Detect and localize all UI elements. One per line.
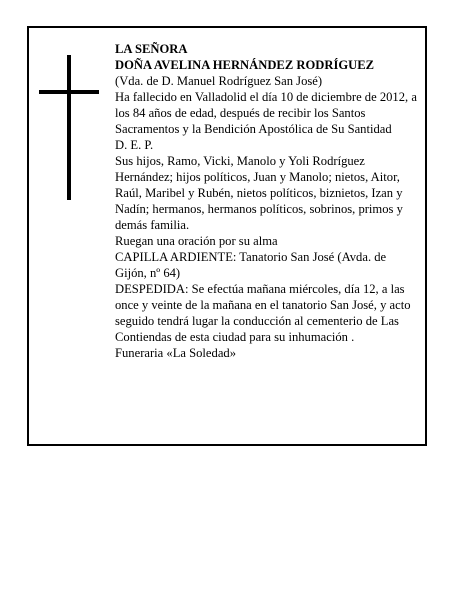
notice-text xyxy=(115,41,421,361)
farewell-details: DESPEDIDA: Se efectúa mañana miércoles, día 12, a las once y veinte de la mañana en el tanatorio San José, y acto seguido tendrá lugar la conducción al cementerio de Las Contiendas de esta ciudad para su inhumación . xyxy=(115,282,411,344)
obituary-notice xyxy=(27,26,427,446)
latin-cross-icon xyxy=(39,55,99,200)
death-announcement: Ha fallecido en Valladolid el día 10 de diciembre de 2012, a los 84 años de edad, después de recibir los Santos Sacramentos y la Bendición Apostólica de Su Santidad xyxy=(115,90,417,136)
rest-in-peace: D. E. P. xyxy=(115,138,154,152)
family-list: Sus hijos, Ramo, Vicki, Manolo y Yoli Rodríguez Hernández; hijos políticos, Juan y Manolo; nietos, Aitor, Raúl, Maribel y Rubén, nietos políticos, biznietos, Izan y Nadín; hermanos, hermanos políticos, sobrinos, primos y demás familia. xyxy=(115,154,403,232)
cross-vertical-bar xyxy=(67,55,71,200)
cross-horizontal-bar xyxy=(39,90,99,94)
notice-title: LA SEÑORA xyxy=(115,42,188,56)
widow-of-line: (Vda. de D. Manuel Rodríguez San José) xyxy=(115,74,323,88)
deceased-name: DOÑA AVELINA HERNÁNDEZ RODRÍGUEZ xyxy=(115,58,375,72)
funeral-home: Funeraria «La Soledad» xyxy=(115,346,236,360)
prayer-request: Ruegan una oración por su alma xyxy=(115,234,278,248)
funeral-chapel: CAPILLA ARDIENTE: Tanatorio San José (Avda. de Gijón, nº 64) xyxy=(115,250,387,280)
